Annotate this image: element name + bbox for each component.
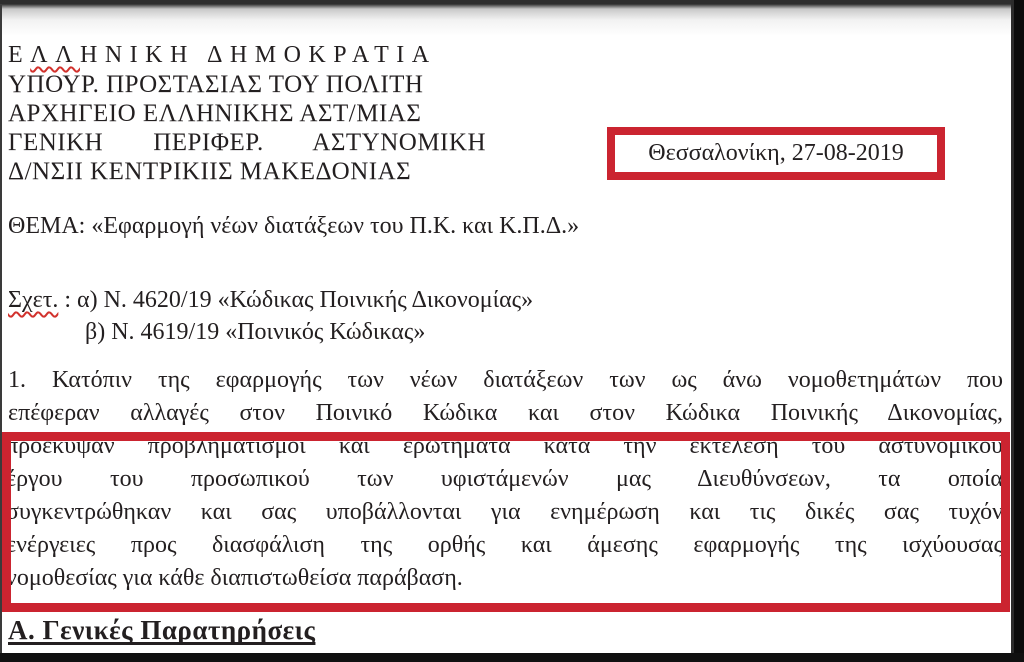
reference-line-2: β) Ν. 4619/19 «Ποινικός Κώδικας»: [85, 319, 426, 345]
letterhead-line-headquarters: ΑΡΧΗΓΕΙΟ ΕΛΛΗΝΙΚΗΣ ΑΣΤ/ΜΙΑΣ: [8, 100, 422, 127]
right-scan-edge: [1014, 0, 1024, 662]
reference-block: [8, 284, 533, 348]
letterhead-text: Ε: [8, 42, 31, 68]
spellcheck-squiggle: Σχετ.: [8, 287, 59, 313]
paragraph-1: [8, 364, 1003, 430]
paragraph-line: νομοθεσίας για κάθε διαπιστωθείσα παράβαση.: [6, 565, 463, 591]
paragraph-line: 1. Κατόπιν της εφαρμογής των νέων διατάξεων των ως άνω νομοθετημάτων που: [8, 367, 1003, 393]
letterhead-line-directorate: ΓΕΝΙΚΗ ΠΕΡΙΦΕΡ. ΑΣΤΥΝΟΜΙΚΗ: [8, 129, 486, 156]
letterhead-line-region: Δ/ΝΣΙΙ ΚΕΝΤΡΙΚΙΙΣ ΜΑΚΕΔΟΝΙΑΣ: [8, 158, 412, 185]
letterhead-line-ministry: ΥΠΟΥΡ. ΠΡΟΣΤΑΣΙΑΣ ΤΟΥ ΠΟΛΙΤΗ: [8, 71, 424, 98]
paragraph-line: προέκυψαν προβληματισμοί και ερωτήματα κατά την εκτέλεση του αστυνομικού: [6, 433, 1003, 459]
paragraph-line: έργου του προσωπικού των υφιστάμενών μας Διευθύνσεων, τα οποία: [6, 466, 1003, 492]
section-heading: Α. Γενικές Παρατηρήσεις: [8, 615, 316, 645]
letterhead-line-republic: [8, 41, 486, 70]
reference-text: : α) Ν. 4620/19 «Κώδικας Ποινικής Δικονομίας»: [58, 287, 534, 313]
paragraph-line: ενέργειες προς διασφάλιση της ορθής και άμεσης εφαρμογής της ισχύουσας: [6, 532, 1003, 558]
date-stamp: Θεσσαλονίκη, 27-08-2019: [648, 140, 904, 166]
paragraph-line: συγκεντρώθηκαν και σας υποβάλλονται για ενημέρωση και τις δικές σας τυχόν: [6, 499, 1003, 525]
date-stamp-box: [607, 127, 945, 180]
top-scan-edge: [0, 0, 1024, 36]
letterhead-text: ΗΝΙΚΗ ΔΗΜΟΚΡΑΤΙΑ: [79, 42, 437, 68]
bottom-scan-bar: [0, 653, 1024, 662]
paragraph-line: επέφεραν αλλαγές στον Ποινικό Κώδικα και στον Κώδικα Ποινικής Δικονομίας,: [8, 400, 1003, 426]
subject-line: ΘΕΜΑ: «Εφαρμογή νέων διατάξεων του Π.Κ. και Κ.Π.Δ.»: [8, 213, 580, 239]
reference-line-1: [8, 284, 533, 316]
letterhead: [8, 41, 486, 186]
highlight-annotation-box: [2, 432, 1010, 612]
spellcheck-squiggle: ΛΛ: [30, 42, 80, 68]
